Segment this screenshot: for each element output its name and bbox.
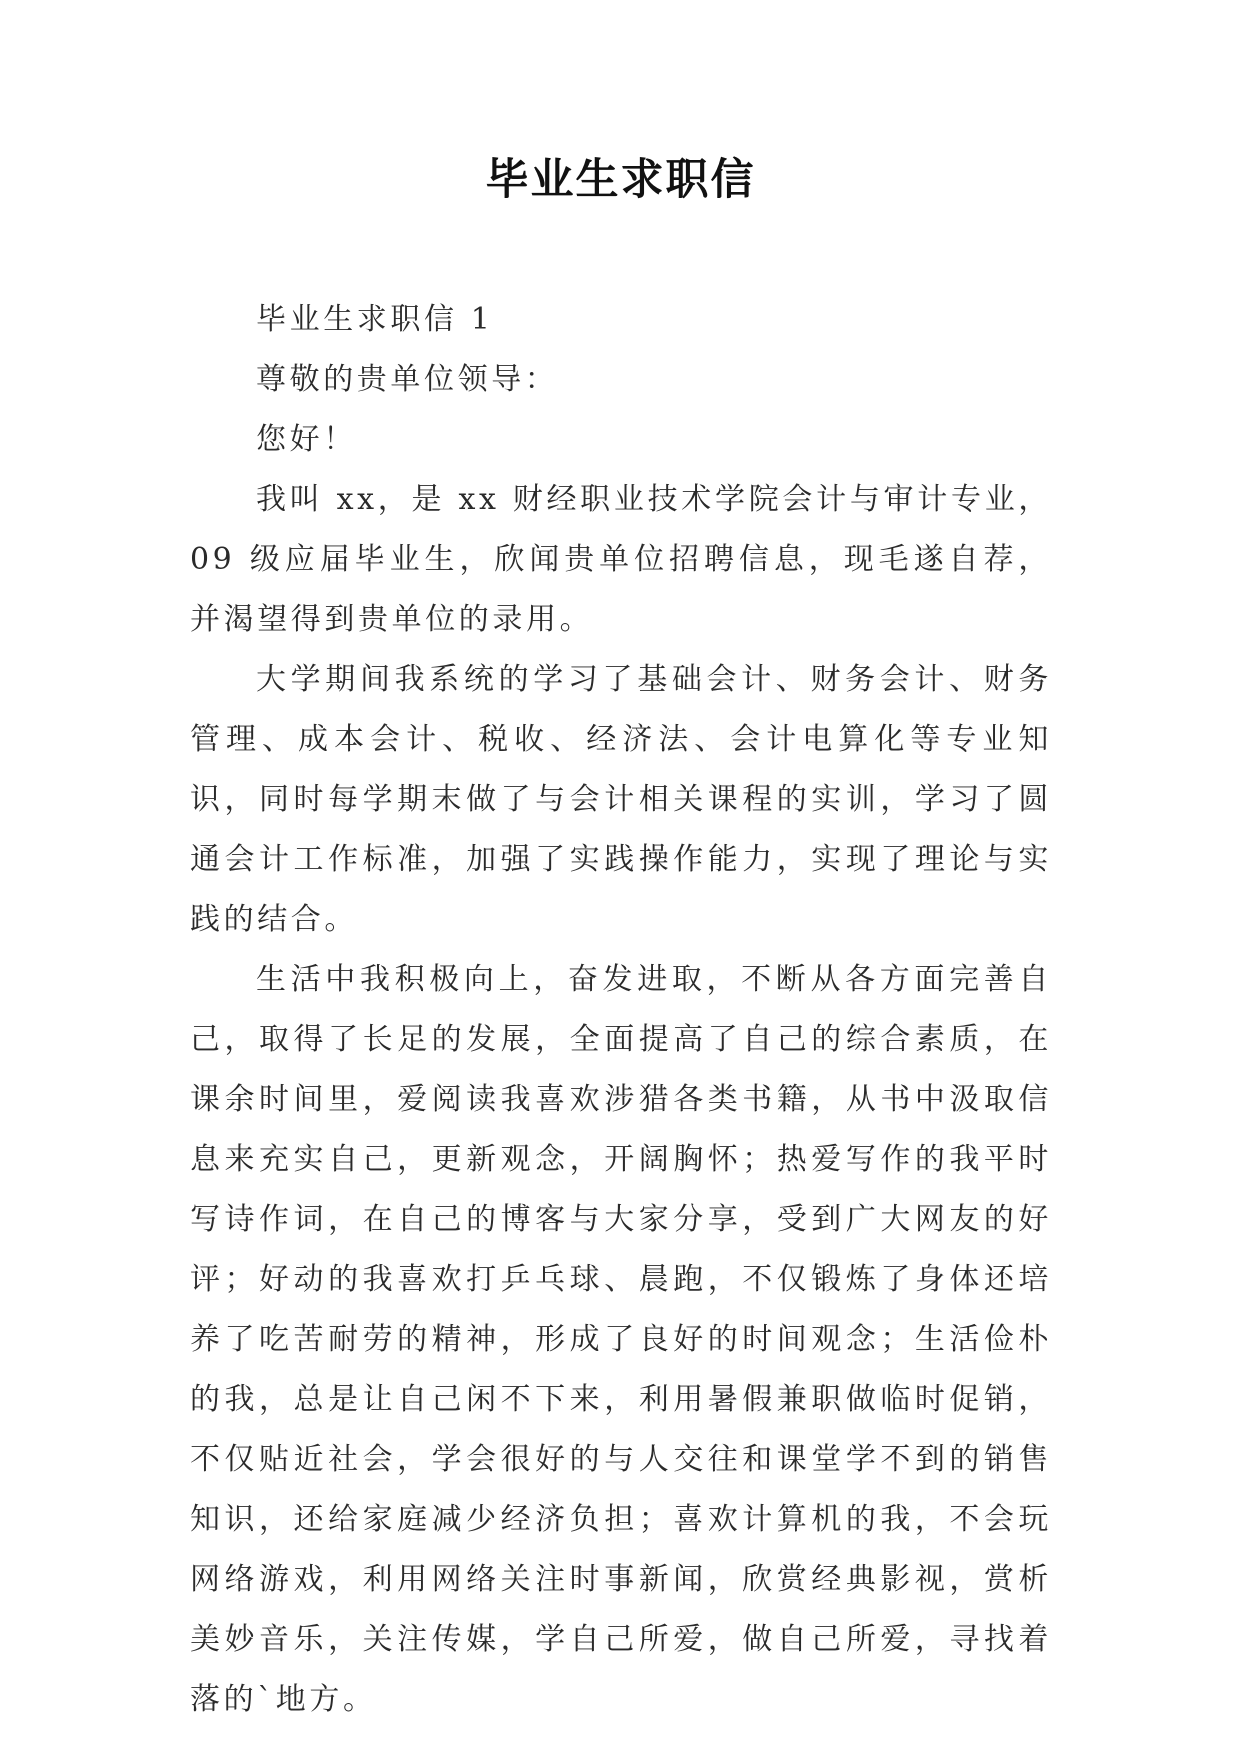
document-title: 毕业生求职信 [485, 155, 756, 205]
body-paragraph-life: 生活中我积极向上，奋发进取，不断从各方面完善自己，取得了长足的发展，全面提高了自己的综合素质，在课余时间里，爱阅读我喜欢涉猎各类书籍，从书中汲取信息来充实自己，更新观念，开阔胸怀；热爱写作的我平时写诗作词，在自己的博客与大家分享，受到广大网友的好评；好动的我喜欢打乒乓球、晨跑，不仅锻炼了身体还培养了吃苦耐劳的精神，形成了良好的时间观念；生活俭朴的我，总是让自己闲不下来，利用暑假兼职做临时促销，不仅贴近社会，学会很好的与人交往和课堂学不到的销售知识，还给家庭减少经济负担；喜欢计算机的我，不会玩网络游戏，利用网络关注时事新闻，欣赏经典影视，赏析美妙音乐，关注传媒，学自己所爱，做自己所爱，寻找着落的`地方。 [190, 962, 1052, 1717]
body-paragraph-intro: 我叫 xx，是 xx 财经职业技术学院会计与审计专业，09 级应届毕业生，欣闻贵单位招聘信息，现毛遂自荐，并渴望得到贵单位的录用。 [190, 482, 1052, 637]
document-body [190, 290, 1052, 1730]
salutation: 尊敬的贵单位领导： [256, 362, 559, 397]
body-paragraph-study: 大学期间我系统的学习了基础会计、财务会计、财务管理、成本会计、税收、经济法、会计电算化等专业知识，同时每学期末做了与会计相关课程的实训，学习了圆通会计工作标准，加强了实践操作能力，实现了理论与实践的结合。 [190, 662, 1052, 937]
section-heading: 毕业生求职信 1 [256, 302, 494, 337]
greeting: 您好！ [256, 422, 357, 457]
